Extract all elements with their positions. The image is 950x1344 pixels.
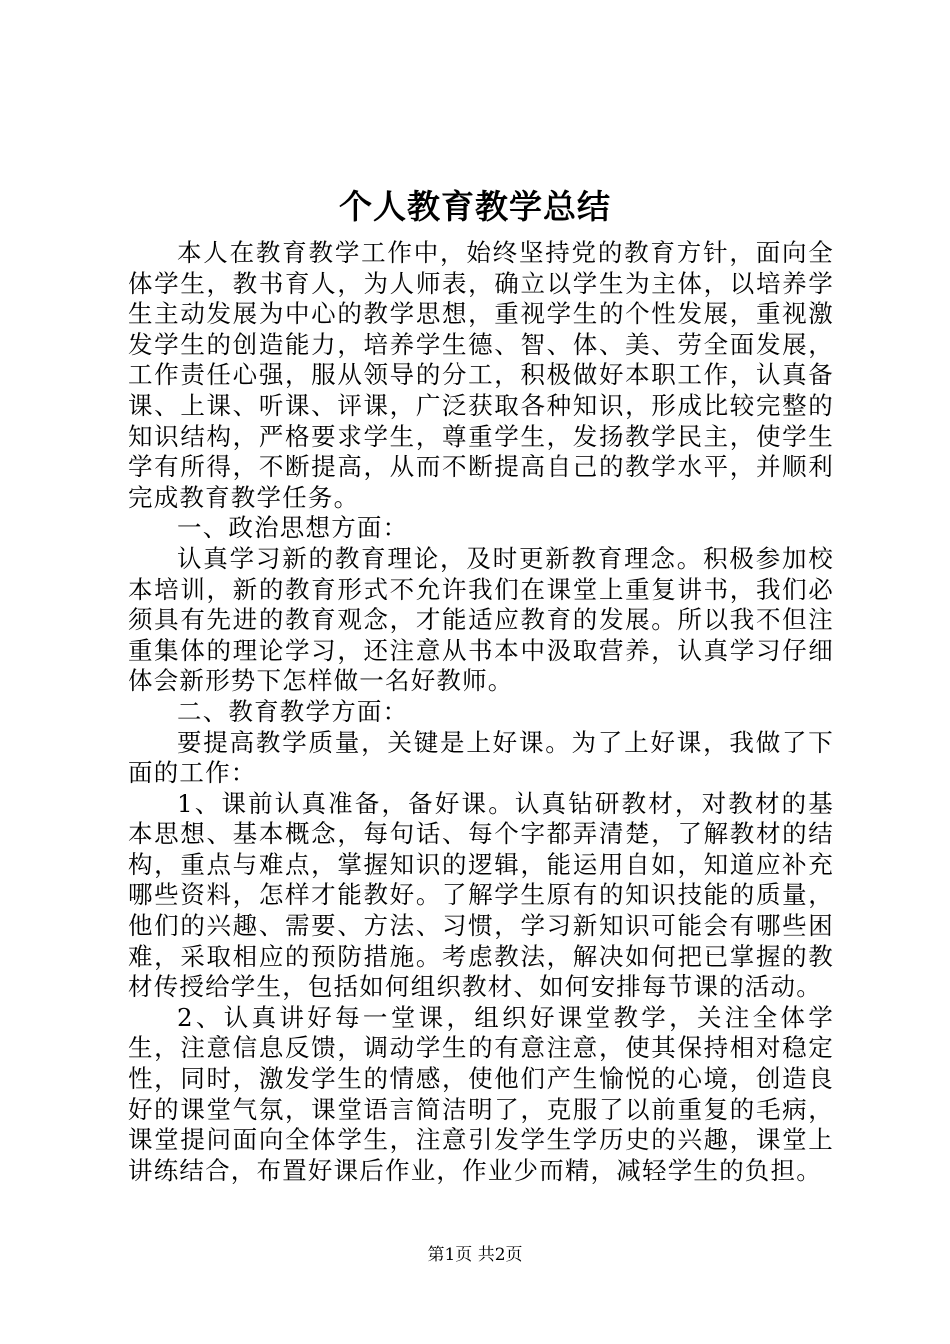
section-heading-teaching: 二、教育教学方面： xyxy=(177,696,409,726)
document-body xyxy=(128,238,834,1186)
teaching-intro-paragraph: 要提高教学质量，关键是上好课。为了上好课，我做了下面的工作： xyxy=(128,727,834,788)
teaching-item-2: 2、认真讲好每一堂课，组织好课堂教学，关注全体学生，注意信息反馈，调动学生的有意注意，使其保持相对稳定性，同时，激发学生的情感，使他们产生愉悦的心境，创造良好的课堂气氛，课堂语言简洁明了，克服了以前重复的毛病，课堂提问面向全体学生，注意引发学生学历史的兴趣，课堂上讲练结合，布置好课后作业，作业少而精，减轻学生的负担。 xyxy=(128,1002,834,1185)
intro-paragraph: 本人在教育教学工作中，始终坚持党的教育方针，面向全体学生，教书育人，为人师表，确立以学生为主体，以培养学生主动发展为中心的教学思想，重视学生的个性发展，重视激发学生的创造能力，培养学生德、智、体、美、劳全面发展，工作责任心强，服从领导的分工，积极做好本职工作，认真备课、上课、听课、评课，广泛获取各种知识，形成比较完整的知识结构，严格要求学生，尊重学生，发扬教学民主，使学生学有所得，不断提高，从而不断提高自己的教学水平，并顺利完成教育教学任务。 xyxy=(128,238,834,512)
page-footer: 第1页 共2页 xyxy=(427,1245,523,1265)
teaching-item-1: 1、课前认真准备，备好课。认真钻研教材，对教材的基本思想、基本概念，每句话、每个字都弄清楚，了解教材的结构，重点与难点，掌握知识的逻辑，能运用自如，知道应补充哪些资料，怎样才能教好。了解学生原有的知识技能的质量，他们的兴趣、需要、方法、习惯，学习新知识可能会有哪些困难，采取相应的预防措施。考虑教法，解决如何把已掌握的教材传授给学生，包括如何组织教材、如何安排每节课的活动。 xyxy=(128,788,834,1002)
political-paragraph: 认真学习新的教育理论，及时更新教育理念。积极参加校本培训，新的教育形式不允许我们在课堂上重复讲书，我们必须具有先进的教育观念，才能适应教育的发展。所以我不但注重集体的理论学习，还注意从书本中汲取营养，认真学习仔细体会新形势下怎样做一名好教师。 xyxy=(128,543,834,696)
document-title: 个人教育教学总结 xyxy=(339,187,611,226)
section-heading-political: 一、政治思想方面： xyxy=(177,513,409,543)
